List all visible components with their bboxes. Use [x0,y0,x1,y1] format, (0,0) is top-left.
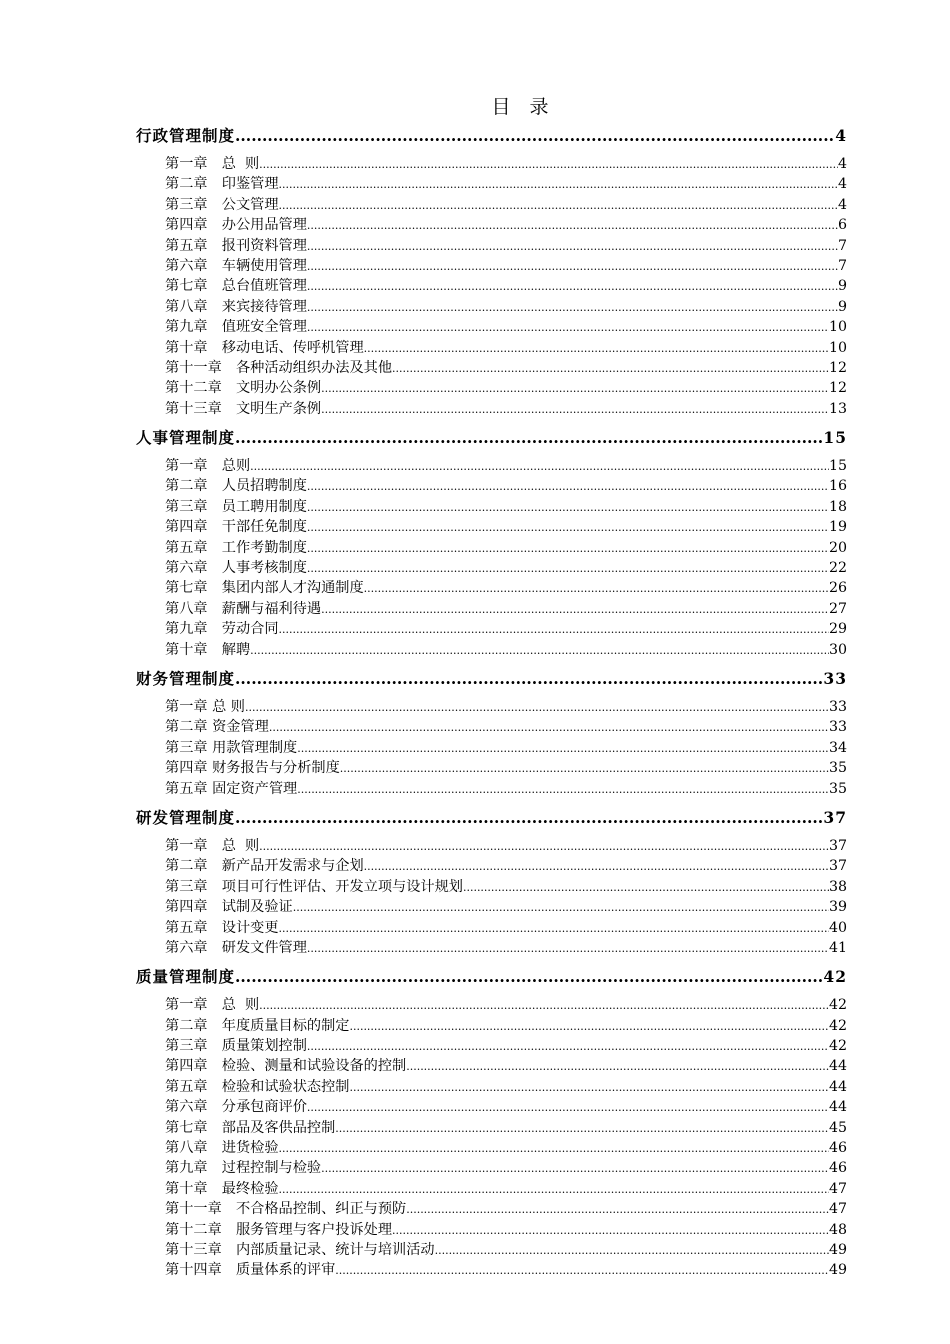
dot-leader [406,1200,829,1220]
dot-leader [235,965,823,988]
dot-leader [364,857,829,877]
entry-label: 第三章 项目可行性评估、开发立项与设计规划 [165,878,463,895]
dot-leader [340,759,829,779]
entry-page-number: 20 [828,539,847,556]
entry-label: 第一章 总 则 [165,156,260,172]
section-spacer [136,1281,847,1288]
dot-leader [307,298,838,318]
dot-leader [235,667,823,690]
section-heading-entry[interactable] [136,667,847,690]
toc-entry[interactable] [136,1138,847,1158]
entry-page-number: 15 [828,458,847,475]
toc-entry[interactable] [136,897,847,917]
toc-section [136,426,847,667]
toc-entry[interactable] [136,378,847,398]
entry-page-number: 29 [828,621,847,638]
dot-leader [235,426,823,449]
entry-label: 第三章 公文管理 [165,196,279,213]
entry-label: 第一章 总则 [165,458,251,475]
toc-entry[interactable] [136,297,847,317]
entry-label: 第十二章 文明办公条例 [165,380,322,397]
entry-label: 第十章 解聘 [165,641,251,658]
toc-entry[interactable] [136,738,847,758]
toc-entry[interactable] [136,697,847,717]
entry-page-number: 9 [837,278,847,295]
toc-entry[interactable] [136,758,847,778]
entry-label: 第十四章 质量体系的评审 [165,1262,336,1279]
section-title: 行政管理制度 [136,126,236,145]
entry-label: 第五章 设计变更 [165,919,279,936]
toc-section [136,965,847,1287]
entry-label: 第九章 过程控制与检验 [165,1160,322,1177]
toc-entry[interactable] [136,877,847,897]
entry-page-number: 4 [837,156,847,172]
toc-entry[interactable] [136,1260,847,1280]
entry-page-number: 35 [828,780,847,797]
entry-page-number: 41 [828,939,847,956]
entry-page-number: 47 [828,1201,847,1218]
toc-entry[interactable] [136,578,847,598]
dot-leader [463,878,829,898]
dot-leader [250,457,829,477]
dot-leader [307,1037,829,1057]
entry-page-number: 7 [837,257,847,274]
dot-leader [307,518,829,538]
dot-leader [269,718,829,738]
dot-leader [259,837,829,857]
entry-label: 第七章 总台值班管理 [165,278,307,295]
entry-label: 第十章 移动电话、传呼机管理 [165,339,364,356]
entry-label: 第三章 质量策划控制 [165,1038,307,1055]
section-heading-entry[interactable] [136,124,847,147]
toc-entry[interactable] [136,558,847,578]
toc-entry[interactable] [136,619,847,639]
dot-leader [307,318,829,338]
entry-label: 第九章 劳动合同 [165,621,279,638]
entry-page-number: 18 [828,498,847,515]
toc-entry[interactable] [136,497,847,517]
entry-page-number: 44 [828,1078,847,1095]
toc-entry[interactable] [136,154,847,174]
entry-page-number: 42 [828,997,847,1014]
toc-entry[interactable] [136,1158,847,1178]
toc-entry[interactable] [136,779,847,799]
entry-label: 第八章 薪酬与福利待遇 [165,600,322,617]
entry-label: 第五章 工作考勤制度 [165,539,307,556]
entry-label: 第三章 用款管理制度 [165,739,298,756]
toc-entry[interactable] [136,1036,847,1056]
dot-leader [259,155,838,175]
entry-page-number: 49 [828,1262,847,1279]
toc-entry[interactable] [136,215,847,235]
section-page-number: 33 [823,668,847,688]
entry-page-number: 16 [828,478,847,495]
entry-label: 第四章 试制及验证 [165,899,293,916]
dot-leader [259,996,829,1016]
entry-label: 第六章 车辆使用管理 [165,257,307,274]
section-page-number: 37 [823,807,847,827]
toc-entry[interactable] [136,1097,847,1117]
section-page-number: 4 [835,126,847,145]
toc-entry[interactable] [136,399,847,419]
entry-label: 第四章 检验、测量和试验设备的控制 [165,1058,407,1075]
toc-entry[interactable] [136,918,847,938]
entry-label: 第十一章 不合格品控制、纠正与预防 [165,1201,407,1218]
toc-entry[interactable] [136,276,847,296]
entry-label: 第七章 集团内部人才沟通制度 [165,580,364,597]
entry-page-number: 49 [828,1241,847,1258]
toc-entry[interactable] [136,1199,847,1219]
entry-page-number: 44 [828,1099,847,1116]
toc-entry[interactable] [136,717,847,737]
entry-page-number: 33 [828,698,847,715]
section-title: 人事管理制度 [136,428,236,448]
section-heading-entry[interactable] [136,806,847,829]
entry-page-number: 47 [828,1180,847,1197]
dot-leader [297,780,829,800]
entry-label: 第九章 值班安全管理 [165,319,307,336]
entry-label: 第二章 资金管理 [165,719,269,736]
dot-leader [335,1119,829,1139]
dot-leader [279,1139,829,1159]
entry-label: 第四章 办公用品管理 [165,217,307,234]
dot-leader [349,1017,828,1037]
dot-leader [307,498,829,518]
dot-leader [235,124,835,147]
toc-entry[interactable] [136,538,847,558]
toc-entry[interactable] [136,1056,847,1076]
dot-leader [335,1261,829,1281]
dot-leader [307,257,838,277]
entry-page-number: 46 [828,1160,847,1177]
section-page-number: 42 [823,967,847,987]
toc-entry[interactable] [136,640,847,660]
dot-leader [321,379,829,399]
entry-page-number: 37 [828,858,847,875]
section-title: 研发管理制度 [136,807,236,827]
dot-leader [279,919,829,939]
entry-page-number: 33 [828,719,847,736]
toc-entry[interactable] [136,256,847,276]
dot-leader [392,1221,829,1241]
dot-leader [307,477,829,497]
toc-entry[interactable] [136,338,847,358]
entry-label: 第五章 检验和试验状态控制 [165,1078,350,1095]
entry-page-number: 13 [828,400,847,417]
toc-entry[interactable] [136,1077,847,1097]
section-heading-entry[interactable] [136,426,847,449]
entry-label: 第二章 新产品开发需求与企划 [165,858,364,875]
entry-page-number: 10 [828,339,847,356]
entry-label: 第八章 进货检验 [165,1140,279,1157]
toc-entry[interactable] [136,938,847,958]
entry-label: 第十二章 服务管理与客户投诉处理 [165,1221,393,1238]
entry-page-number: 6 [837,217,847,234]
toc-entry[interactable] [136,1016,847,1036]
toc-entry[interactable] [136,517,847,537]
entry-page-number: 37 [828,837,847,854]
dot-leader [364,579,829,599]
dot-leader [245,698,829,718]
section-heading-entry[interactable] [136,965,847,988]
entry-page-number: 42 [828,1017,847,1034]
dot-leader [279,175,838,195]
entry-label: 第二章 年度质量目标的制定 [165,1017,350,1034]
dot-leader [349,1078,828,1098]
dot-leader [293,898,829,918]
entry-label: 第七章 部品及客供品控制 [165,1119,336,1136]
toc-section [136,124,847,426]
entry-page-number: 40 [828,919,847,936]
section-spacer [136,799,847,806]
entry-label: 第一章 总 则 [165,837,260,854]
toc-section [136,806,847,965]
dot-leader [307,559,829,579]
dot-leader [307,237,838,257]
entry-page-number: 9 [837,298,847,315]
toc-entry[interactable] [136,836,847,856]
entry-page-number: 30 [828,641,847,658]
dot-leader [307,539,829,559]
entry-label: 第三章 员工聘用制度 [165,498,307,515]
entry-page-number: 48 [828,1221,847,1238]
entry-page-number: 46 [828,1140,847,1157]
dot-leader [279,196,838,216]
entry-label: 第十一章 各种活动组织办法及其他 [165,359,393,376]
toc-entry[interactable] [136,358,847,378]
dot-leader [235,806,823,829]
entry-page-number: 12 [828,380,847,397]
dot-leader [297,739,829,759]
entry-page-number: 19 [828,519,847,536]
entry-label: 第四章 干部任免制度 [165,519,307,536]
entry-page-number: 4 [837,176,847,193]
entry-label: 第六章 研发文件管理 [165,939,307,956]
entry-label: 第二章 人员招聘制度 [165,478,307,495]
section-spacer [136,660,847,667]
entry-page-number: 34 [828,739,847,756]
entry-page-number: 27 [828,600,847,617]
dot-leader [307,1098,829,1118]
entry-label: 第一章 总 则 [165,698,245,715]
toc-entry[interactable] [136,317,847,337]
entry-label: 第二章 印鉴管理 [165,176,279,193]
entry-page-number: 4 [837,196,847,213]
dot-leader [392,359,829,379]
section-spacer [136,958,847,965]
dot-leader [307,939,829,959]
entry-page-number: 22 [828,560,847,577]
entry-label: 第五章 报刊资料管理 [165,237,307,254]
entry-page-number: 39 [828,899,847,916]
toc-entry[interactable] [136,476,847,496]
section-spacer [136,419,847,426]
entry-page-number: 44 [828,1058,847,1075]
dot-leader [364,339,829,359]
entry-label: 第五章 固定资产管理 [165,780,298,797]
toc-entry[interactable] [136,236,847,256]
toc-entry[interactable] [136,995,847,1015]
dot-leader [307,216,838,236]
entry-label: 第六章 分承包商评价 [165,1099,307,1116]
dot-leader [307,277,838,297]
dot-leader [279,620,829,640]
toc-entry[interactable] [136,456,847,476]
toc-entry[interactable] [136,1179,847,1199]
entry-page-number: 45 [828,1119,847,1136]
entry-label: 第一章 总 则 [165,997,260,1014]
entry-page-number: 12 [828,359,847,376]
dot-leader [321,1159,829,1179]
dot-leader [406,1057,829,1077]
entry-label: 第四章 财务报告与分析制度 [165,760,340,777]
toc-entry[interactable] [136,856,847,876]
dot-leader [250,641,829,661]
toc-entry[interactable] [136,1220,847,1240]
dot-leader [321,400,829,420]
toc-entry[interactable] [136,1240,847,1260]
dot-leader [435,1241,829,1261]
dot-leader [279,1180,829,1200]
entry-label: 第十三章 内部质量记录、统计与培训活动 [165,1241,435,1258]
toc-entry[interactable] [136,195,847,215]
toc-title: 目 录 [491,96,549,118]
entry-label: 第八章 来宾接待管理 [165,298,307,315]
entry-page-number: 42 [828,1038,847,1055]
entry-page-number: 35 [828,760,847,777]
entry-label: 第六章 人事考核制度 [165,560,307,577]
entry-label: 第十章 最终检验 [165,1180,279,1197]
entry-label: 第十三章 文明生产条例 [165,400,322,417]
section-title: 质量管理制度 [136,967,236,987]
toc-entry[interactable] [136,174,847,194]
table-of-contents [136,124,847,1288]
entry-page-number: 38 [828,878,847,895]
section-title: 财务管理制度 [136,668,236,688]
toc-section [136,667,847,806]
dot-leader [321,600,829,620]
toc-entry[interactable] [136,1118,847,1138]
entry-page-number: 7 [837,237,847,254]
toc-entry[interactable] [136,599,847,619]
entry-page-number: 26 [828,580,847,597]
section-page-number: 15 [823,428,847,448]
entry-page-number: 10 [828,319,847,336]
